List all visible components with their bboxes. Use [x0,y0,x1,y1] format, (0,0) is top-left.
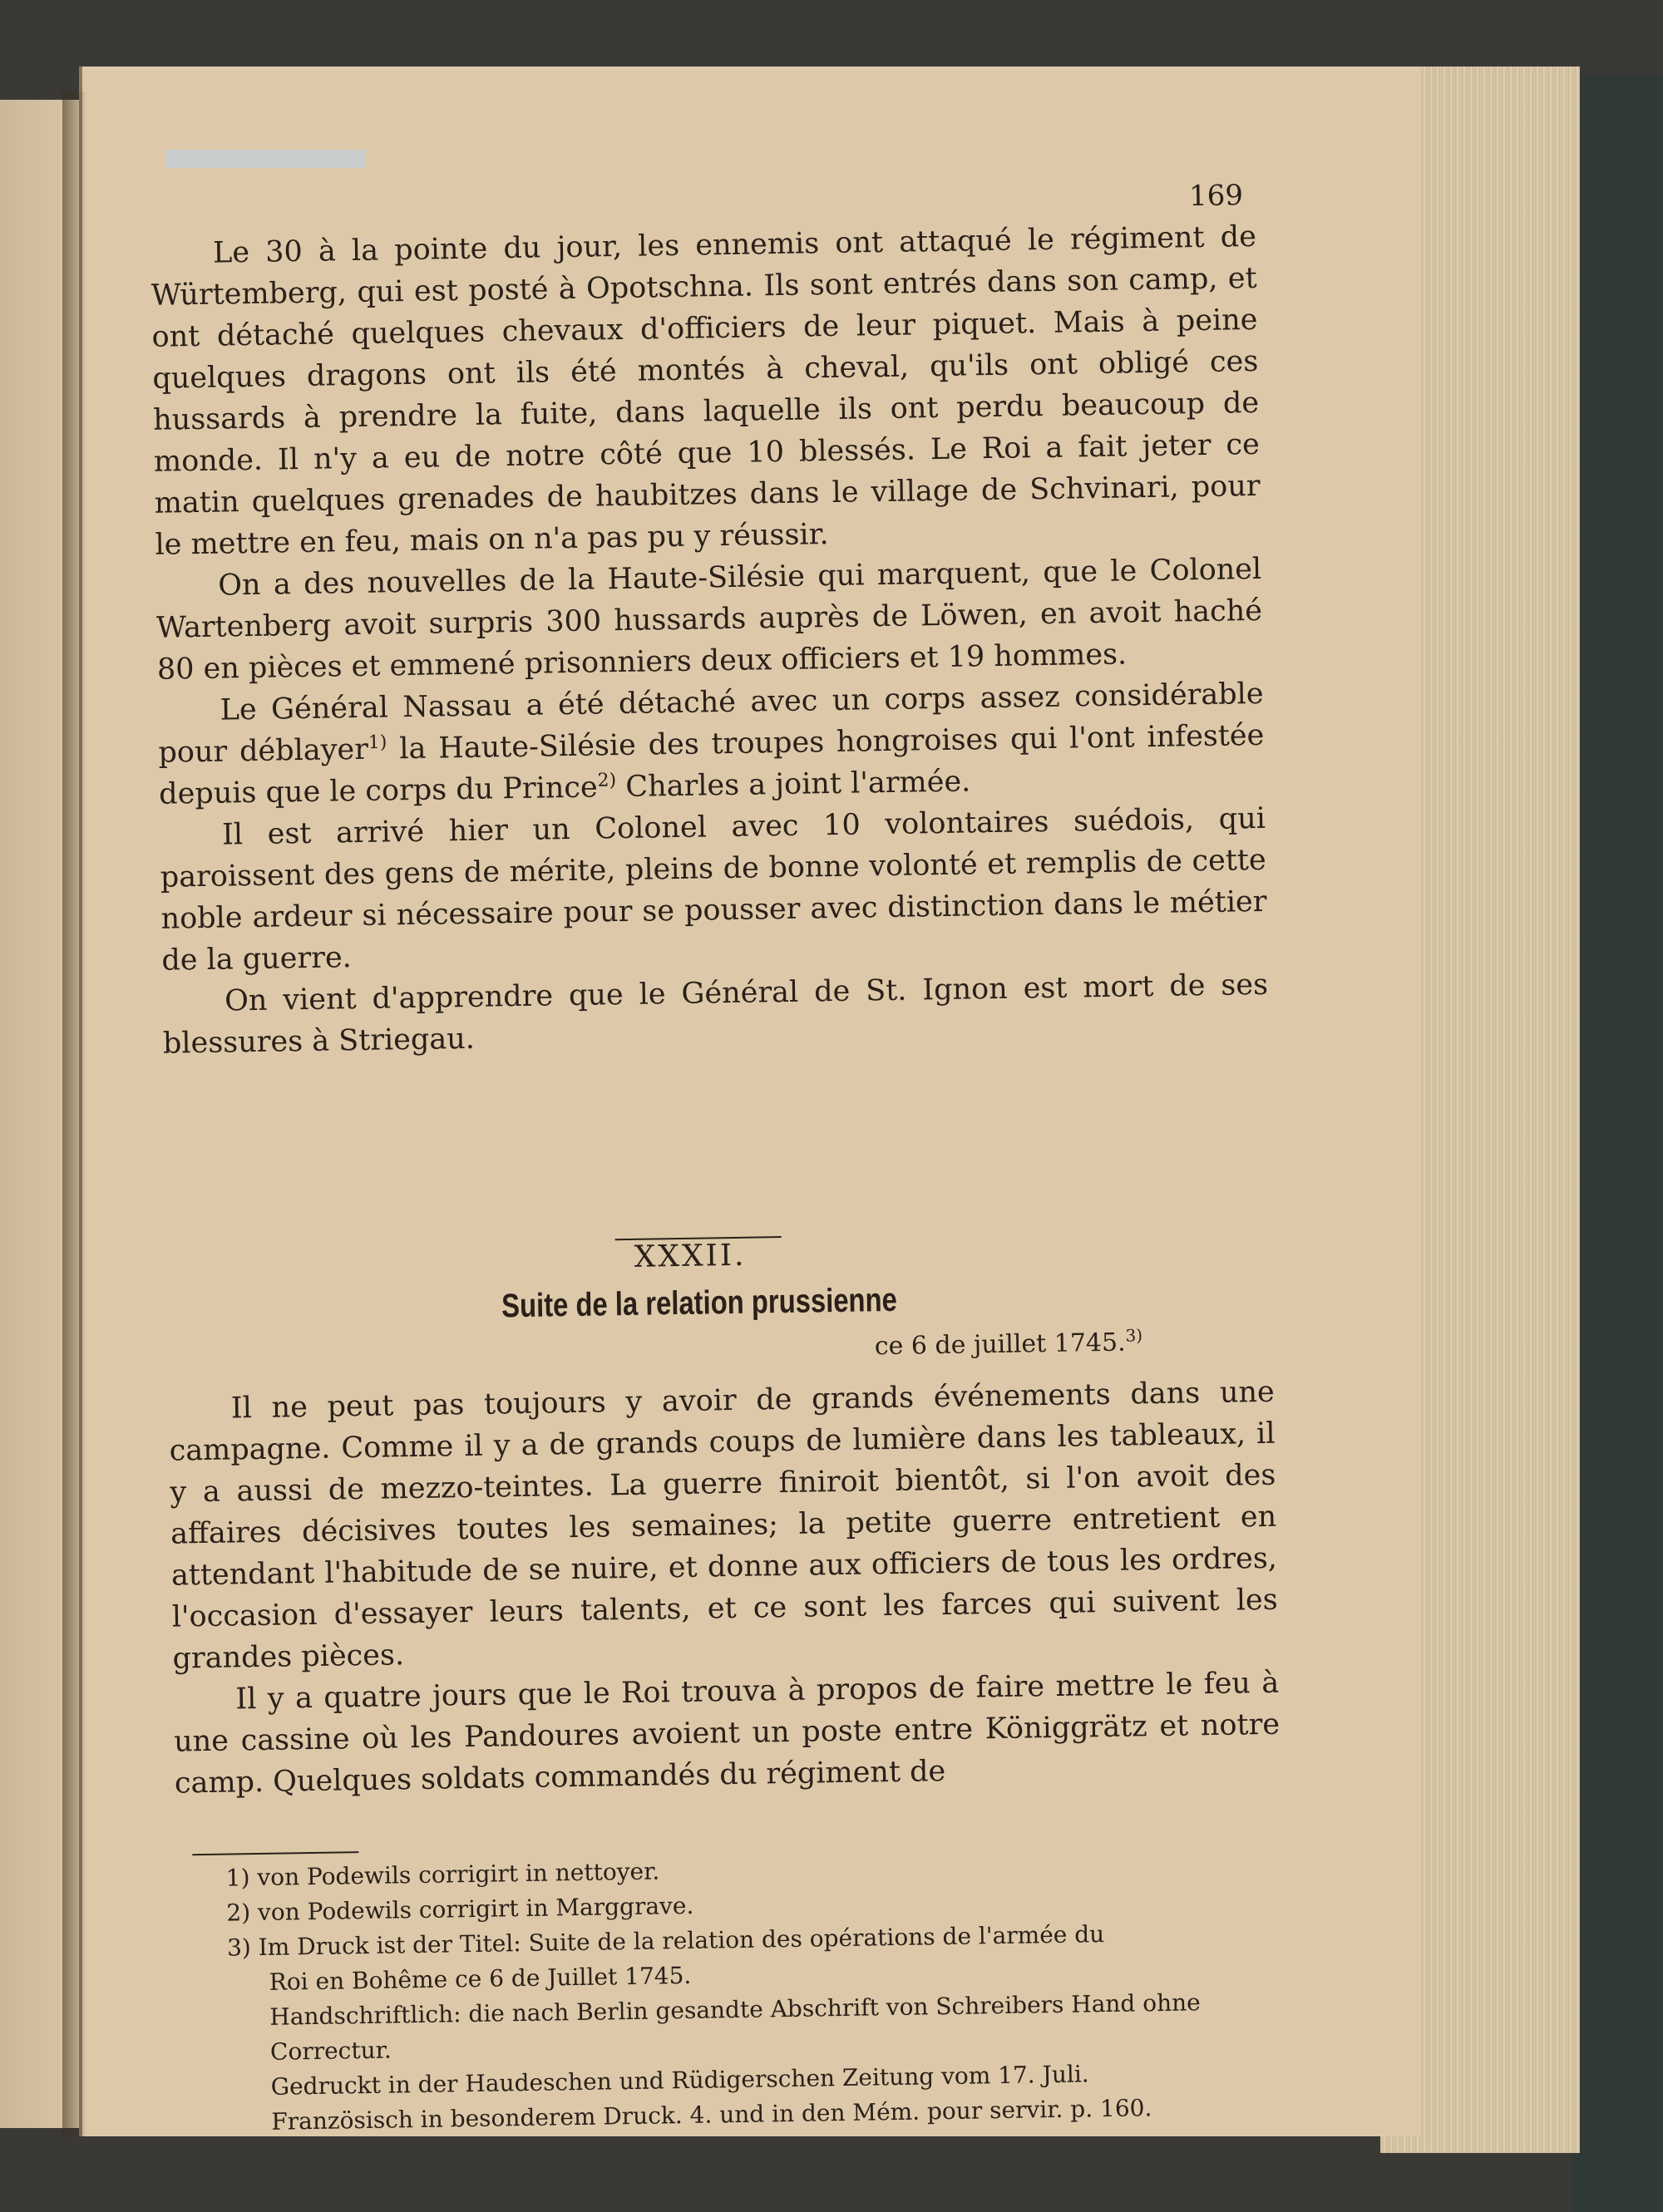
section-number: XXXII. [634,1238,747,1274]
text-run: Charles a joint l'armée. [615,765,971,805]
paragraph: On a des nouvelles de la Haute-Silésie qui marquent, que le Colonel Wartenberg avoit surpris 300 hussards auprès de Löwen, en avoit haché 80 en pièces et emmené prisonniers deux officiers et 19 hommes. [155,552,1263,687]
footnote-divider [192,1851,358,1855]
footnote-1: 1) von Podewils corrigirt in nettoyer. [225,1857,660,1892]
paragraph: Il est arrivé hier un Colonel avec 10 volontaires suédois, qui paroissent des gens de mérite, pleins de bonne volonté et remplis de cette noble ardeur si nécessaire pour se pousser avec distinction dans le métier de la guerre. [160,801,1267,978]
paragraph: Il y a quatre jours que le Roi trouva à propos de faire mettre le feu à une cassine où les Pandoures avoient un poste entre Königgrätz et notre camp. Quelques soldats commandés du régiment de [173,1666,1281,1801]
footnote-mark: 1) [368,732,387,754]
book-binding [1572,75,1663,2212]
paragraph: Le 30 à la pointe du jour, les ennemis ont attaqué le régiment de Würtemberg, qui est posté à Opotschna. Ils sont entrés dans son camp, et ont détaché quelques chevaux d'officiers de leur piquet. Mais à peine quelques dragons ont ils été montés à cheval, qu'ils ont obligé ces hussards à prendre la fuite, dans laquelle ils ont perdu beaucoup de monde. Il n'y a eu de notre côté que 10 blessés. Le Roi a fait jeter ce matin quelques grenades de haubitzes dans le village de Schvinari, pour le mettre en feu, mais on n'a pas pu y réussir. [151,219,1261,562]
footnote-3-line: Roi en Bohême ce 6 de Juillet 1745. [269,1961,692,1996]
text-run: la Haute-Silésie des troupes hongroises qui l'ont infestée depuis que le corps du Prince [158,718,1265,811]
bookmark-strip [165,150,365,168]
footnote-2: 2) von Podewils corrigirt in Marggrave. [226,1891,694,1927]
date-text: ce 6 de juillet 1745. [874,1328,1126,1362]
footnote-mark: 3) [1125,1325,1143,1346]
footnote-3-line: Französisch in besonderem Druck. 4. und in den Mém. pour servir. p. 160. [271,2094,1152,2136]
page-number: 169 [1188,179,1244,214]
footnote-mark: 2) [597,770,617,791]
paragraph: On vient d'apprendre que le Général de St. Ignon est mort de ses blessures à Striegau. [162,968,1269,1061]
body-text-top [151,216,1270,1065]
footnote-3-line: Handschriftlich: die nach Berlin gesandte Abschrift von Schreibers Hand ohne [269,1988,1201,2031]
footnote-3-line: Correctur. [269,2036,392,2066]
paragraph: Il ne peut pas toujours y avoir de grands événements dans une campagne. Comme il y a de grands coups de lumière dans les tableaux, il y a aussi de mezzo-teintes. La guerre finiroit bientôt, si l'on avoit des affaires décisives toutes les semaines; la petite guerre entretient en attendant l'habitude de se nuire, et donne aux officiers de tous les ordres, l'occasion d'essayer leurs talents, et ce sont les farces qui suivent les grandes pièces. [169,1375,1278,1676]
gutter-shadow [62,91,87,2136]
paragraph-with-footnotes [157,673,1265,815]
footnote-3: 3) Im Druck ist der Titel: Suite de la relation des opérations de l'armée du [226,1920,1105,1962]
text-run: Le Général Nassau a été détaché avec un corps assez considérable pour déblayer [158,677,1264,770]
page-content [149,132,1296,2136]
book-page [79,67,1421,2136]
section-title: Suite de la relation prussienne [501,1281,898,1325]
body-text-bottom [168,1372,1281,1805]
footnote-3-line: Gedruckt in der Haudeschen und Rüdigerschen Zeitung vom 17. Juli. [270,2060,1089,2101]
date-line [874,1325,1143,1362]
